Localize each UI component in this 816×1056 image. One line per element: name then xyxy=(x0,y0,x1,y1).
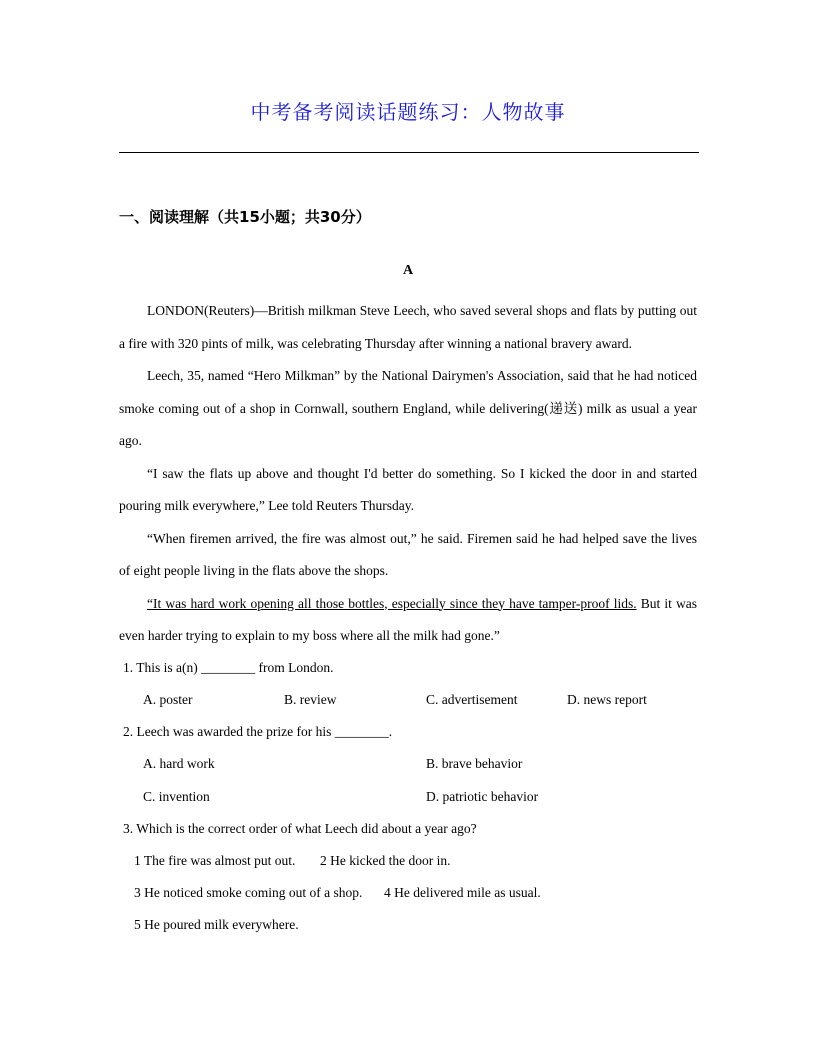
question-3-step-2: 2 He kicked the door in. xyxy=(320,853,451,868)
passage-body xyxy=(119,295,697,653)
question-2-options-row-1 xyxy=(143,756,703,776)
passage-paragraph-1: LONDON(Reuters)—British milkman Steve Leech, who saved several shops and flats by putting out a fire with 320 pints of milk, was celebrating Thursday after winning a national bravery award. xyxy=(119,303,697,351)
question-2-option-a[interactable]: A. hard work xyxy=(143,756,215,771)
question-2-option-c[interactable]: C. invention xyxy=(143,789,210,804)
question-2-options-row-2 xyxy=(143,789,703,809)
question-2-option-b[interactable]: B. brave behavior xyxy=(426,756,523,771)
page-title: 中考备考阅读话题练习：人物故事 xyxy=(250,100,566,124)
question-3-step-4: 4 He delivered mile as usual. xyxy=(384,885,541,900)
question-3-step-1: 1 The fire was almost put out. xyxy=(134,853,296,868)
passage-paragraph-2: Leech, 35, named “Hero Milkman” by the National Dairymen's Association, said that he had noticed smoke coming out of a shop in Cornwall, southern England, while delivering(递送) milk as usual a year ago. xyxy=(119,368,697,448)
question-1-option-b[interactable]: B. review xyxy=(284,692,337,707)
passage-paragraph-3: “I saw the flats up above and thought I'd better do something. So I kicked the door in and started pouring milk everywhere,” Lee told Reuters Thursday. xyxy=(119,465,697,513)
title-divider xyxy=(119,152,699,153)
question-1-option-a[interactable]: A. poster xyxy=(143,692,193,707)
passage-paragraph-5-rest: But it was even harder trying to explain to my boss where all the milk had gone.” xyxy=(119,595,697,643)
question-1-options xyxy=(143,692,703,712)
question-2-stem: 2. Leech was awarded the prize for his ________. xyxy=(123,724,393,739)
question-3-stem: 3. Which is the correct order of what Leech did about a year ago? xyxy=(123,821,477,836)
passage-paragraph-4: “When firemen arrived, the fire was almost out,” he said. Firemen said he had helped save the lives of eight people living in the flats above the shops. xyxy=(119,530,697,578)
question-1-option-d[interactable]: D. news report xyxy=(567,692,647,707)
section-heading: 一、阅读理解（共15小题；共30分） xyxy=(119,208,371,226)
passage-paragraph-5 xyxy=(119,588,697,653)
passage-label: A xyxy=(402,263,414,278)
question-3-step-3: 3 He noticed smoke coming out of a shop. xyxy=(134,885,363,900)
underlined-sentence: “It was hard work opening all those bottles, especially since they have tamper-proof lids. xyxy=(147,595,637,611)
question-1-option-c[interactable]: C. advertisement xyxy=(426,692,518,707)
question-3-step-5: 5 He poured milk everywhere. xyxy=(134,917,299,932)
question-2-option-d[interactable]: D. patriotic behavior xyxy=(426,789,539,804)
question-1-stem: 1. This is a(n) ________ from London. xyxy=(123,660,334,675)
